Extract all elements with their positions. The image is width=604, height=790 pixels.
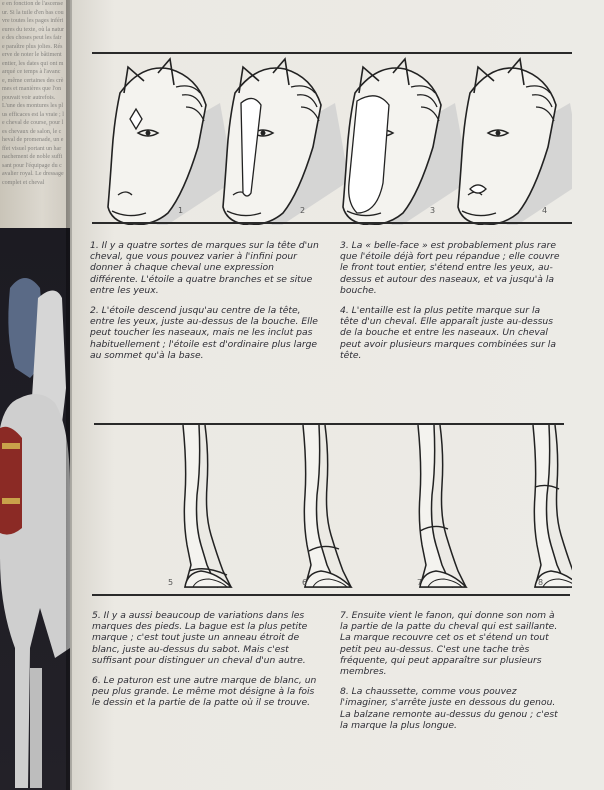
- caption-2: 2. L'étoile descend jusqu'au centre de la tête, entre les yeux, juste au-dessus de la bouche. Elle peut toucher les naseaux, mais ne les inclut pas habituellement ; l'étoile est d'ordinaire plus large au sommet qu'à la base.: [90, 305, 318, 361]
- facing-page: [0, 0, 70, 790]
- figure-number: 7: [417, 578, 423, 587]
- figure-number: 6: [302, 578, 308, 587]
- figure-number: 2: [300, 206, 306, 215]
- caption-column-right: [340, 240, 560, 370]
- cavalier-photo: [0, 228, 70, 790]
- caption-column-right-lower: [340, 610, 562, 740]
- horse-leg-pastern: [303, 425, 351, 587]
- legs-bottom-rule: [92, 594, 570, 596]
- caption-3: 3. La « belle-face » est probablement plus rare que l'étoile déjà fort peu répandue ; elle couvre le front tout entier, s'étend entre les yeux, au-dessus et autour des naseaux, et va jusqu'à la bouche.: [340, 240, 560, 296]
- horse-head-illustrations: [92, 55, 572, 225]
- figure-number: 8: [538, 578, 544, 587]
- caption-column-left-lower: [92, 610, 324, 718]
- top-rule: [92, 52, 572, 54]
- caption-4: 4. L'entaille est la plus petite marque sur la tête d'un cheval. Elle apparaît juste au-dessus de la bouche et entre les naseaux. Un cheval peut avoir plusieurs marques combinées sur la tête.: [340, 305, 556, 361]
- horse-head-stripe: [223, 59, 349, 225]
- horse-head-snip: [458, 59, 572, 225]
- caption-column-left: [90, 240, 320, 370]
- figure-number: 3: [430, 206, 436, 215]
- figure-number: 5: [168, 578, 174, 587]
- horse-leg-illustrations: [92, 425, 572, 595]
- cavalier-photo-image: [0, 228, 70, 790]
- figure-number: 1: [178, 206, 184, 215]
- horse-leg-sock: [533, 425, 572, 587]
- facing-page-text: e en fonction de l'ascenseur. Si la tuile d'en bas couvre toutes les pages inférieures du texte, où la nature des choses peut les faire paraître plus jolies. Réserve de noter le bâtiment entier, les dates qui ont marqué ce temps à l'avance, même certaines des crèmes et manières que l'on pouvait voir autrefois. L'une des montures les plus efficaces est la vraie ; le cheval de course, pour les chevaux de salon, le cheval de promenade, un effet visuel portant un harnachement de noble suffisant pour l'équipage du cavalier royal. Le dressage complet et cheval: [2, 1, 64, 186]
- caption-8: 8. La chaussette, comme vous pouvez l'imaginer, s'arrête juste en dessous du genou. La balzane remonte au-dessus du genou ; c'est la marque la plus longue.: [340, 686, 558, 731]
- caption-5: 5. Il y a aussi beaucoup de variations dans les marques des pieds. La bague est la plus petite marque ; c'est tout juste un anneau étroit de blanc, juste au-dessus du sabot. Mais c'est suffisant pour distinguer un cheval d'un autre.: [92, 610, 308, 666]
- horse-leg-fetlock: [418, 425, 466, 587]
- horse-head-star: [108, 59, 234, 225]
- caption-1: 1. Il y a quatre sortes de marques sur la tête d'un cheval, que vous pouvez varier à l'infini pour donner à chaque cheval une expression différente. L'étoile a quatre branches et se situe entre les yeux.: [90, 240, 319, 296]
- horse-head-blaze: [343, 59, 469, 225]
- caption-6: 6. Le paturon est une autre marque de blanc, un peu plus grande. Le même mot désigne à la fois le dessin et la partie de la patte où il se trouve.: [92, 675, 317, 709]
- book-page: [72, 0, 604, 790]
- caption-7: 7. Ensuite vient le fanon, qui donne son nom à la partie de la patte du cheval qui est saillante. La marque recouvre cet os et s'étend un tout petit peu au-dessus. C'est une tache très fréquente, qui peut apparaître sur plusieurs membres.: [340, 610, 558, 678]
- figure-number: 4: [542, 206, 548, 215]
- head-section-rule: [92, 222, 572, 224]
- horse-leg-coronet: [183, 425, 231, 587]
